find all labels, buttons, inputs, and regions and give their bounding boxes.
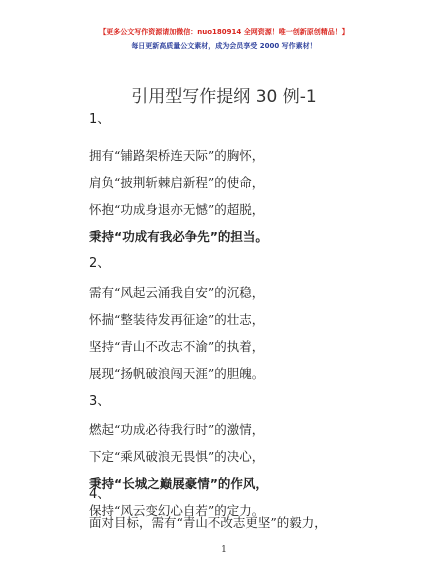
outline-line: 拥有“铺路架桥连天际”的胸怀， <box>89 148 265 163</box>
section-number: 3、 <box>89 394 111 409</box>
section-number: 4、 <box>89 487 111 502</box>
section-number: 1、 <box>89 112 111 127</box>
outline-line-bold: 秉持“功成有我必争先”的担当。 <box>89 229 268 244</box>
outline-line: 面对目标，需有“青山不改志更坚”的毅力， <box>89 515 327 530</box>
outline-line: 需有“风起云涌我自安”的沉稳， <box>89 285 265 300</box>
outline-line: 展现“扬帆破浪闯天涯”的胆魄。 <box>89 366 265 381</box>
outline-line: 肩负“披荆斩棘启新程”的使命， <box>89 175 265 190</box>
document-title: 引用型写作提纲 30 例-1 <box>131 87 317 107</box>
page-number: 1 <box>221 545 227 555</box>
outline-line: 坚持“青山不改志不渝”的执着， <box>89 339 265 354</box>
outline-line: 下定“乘风破浪无畏惧”的决心， <box>89 449 265 464</box>
promo-banner-line1: 【更多公文写作资源请加微信：nuo180914 全网资源！唯一创新原创精品！】 <box>99 28 349 36</box>
outline-line: 燃起“功成必待我行时”的激情， <box>89 422 265 437</box>
outline-line-bold: 秉持“长城之巅展豪情”的作风， <box>89 476 268 491</box>
section-number: 2、 <box>89 256 111 271</box>
outline-line: 怀抱“功成身退亦无憾”的超脱， <box>89 202 265 217</box>
outline-line: 怀揣“整装待发再征途”的壮志， <box>89 312 265 327</box>
outline-line: 保持“风云变幻心自若”的定力。 <box>89 503 265 518</box>
promo-banner-line2: 每日更新高质量公文素材，成为会员享受 2000 写作素材！ <box>131 42 317 50</box>
